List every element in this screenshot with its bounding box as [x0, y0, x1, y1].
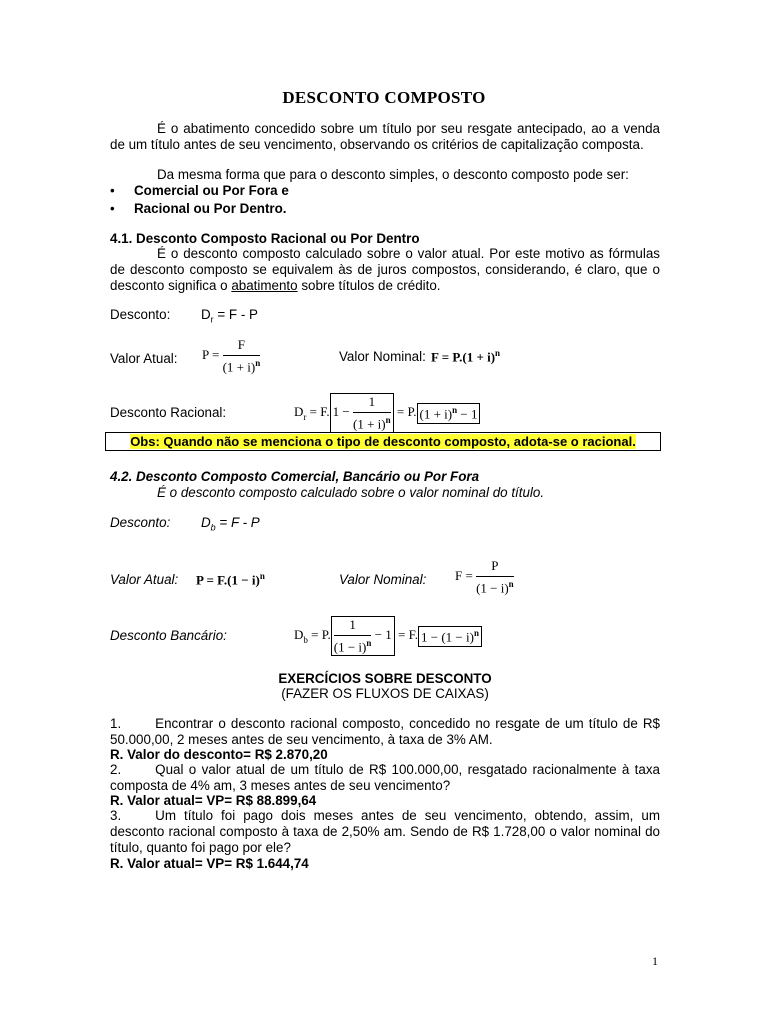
exercise-number: 3. [110, 808, 122, 823]
exercises-subheading: (FAZER OS FLUXOS DE CAIXAS) [281, 686, 489, 701]
desconto-bancario-label: Desconto Bancário: [110, 628, 227, 643]
valor-nominal-label-2: Valor Nominal: [339, 572, 427, 587]
list-item: • Comercial ou Por Fora e [110, 183, 660, 199]
list-item: • Racional ou Por Dentro. [110, 201, 660, 217]
exercise-answer: R. Valor do desconto= R$ 2.870,20 [110, 747, 328, 762]
exercises-heading: EXERCÍCIOS SOBRE DESCONTO [278, 671, 492, 686]
page-number: 1 [652, 954, 658, 968]
discount-types-list [110, 183, 660, 217]
valor-atual-formula-2: $P = F.(1 - i)^n$ [196, 571, 265, 588]
section-racional-paragraph [110, 246, 660, 294]
paragraph-text: É o desconto composto calculado sobre o valor atual. Por este motivo as fórmulas de desconto composto se equivalem às de juros compostos, considerando, é claro, que o desconto significa o [110, 246, 660, 293]
exercise-item [110, 808, 660, 856]
underlined-term: abatimento [231, 278, 298, 293]
exercise-answer: R. Valor atual= VP= R$ 1.644,74 [110, 856, 309, 871]
exercise-answer: R. Valor atual= VP= R$ 88.899,64 [110, 793, 317, 808]
formula-subscript: b [210, 522, 216, 533]
page-title: DESCONTO COMPOSTO [282, 88, 486, 107]
valor-atual-label: Valor Atual: [110, 351, 178, 366]
formula-rest: = F - P [213, 307, 258, 322]
desconto-bancario-formula: $D_b = P$. $\frac{1}{(1 - i)^n}$ − 1 = F. $1 - (1 - i)^n$ [294, 616, 482, 656]
section-heading-comercial: 4.2. Desconto Composto Comercial, Bancário ou Por Fora [110, 469, 480, 484]
desconto-label-2: Desconto: [110, 515, 171, 530]
paragraph-text-end: sobre títulos de crédito. [297, 278, 441, 293]
formula-symbol: D [201, 515, 211, 530]
section-heading-racional: 4.1. Desconto Composto Racional ou Por Dentro [110, 231, 420, 246]
section-comercial-paragraph: É o desconto composto calculado sobre o valor nominal do título. [157, 485, 545, 500]
formula-rest: = F - P [215, 515, 260, 530]
exercise-item [110, 762, 660, 794]
valor-nominal-formula-2: F = $\frac{P}{(1 - i)^n}$ [455, 558, 514, 596]
intro-paragraph-2: Da mesma forma que para o desconto simples, o desconto composto pode ser: [157, 167, 629, 182]
valor-nominal-label: Valor Nominal: [339, 349, 426, 364]
formula-symbol: D [201, 307, 211, 322]
exercise-number: 1. [110, 716, 122, 731]
exercise-item [110, 716, 660, 748]
desconto-formula-2 [201, 515, 260, 536]
valor-atual-formula: P = $\frac{F}{(1 + i)^n}$ [202, 337, 261, 375]
exercise-text: Encontrar o desconto racional composto, concedido no resgate de um título de R$ 50.000,00, 2 meses antes de seu vencimento, à taxa de 3% AM. [110, 716, 660, 747]
desconto-formula [201, 307, 258, 328]
formula-subscript: r [210, 314, 214, 325]
desconto-label: Desconto: [110, 307, 171, 322]
exercise-number: 2. [110, 762, 122, 777]
intro-paragraph: É o abatimento concedido sobre um título por seu resgate antecipado, ao a venda de um título antes de seu vencimento, observando os critérios de capitalização composta. [110, 121, 660, 152]
exercise-text: Qual o valor atual de um título de R$ 100.000,00, resgatado racionalmente à taxa composta de 4% am, 3 meses antes de seu vencimento? [110, 762, 660, 793]
exercise-text: Um título foi pago dois meses antes de seu vencimento, obtendo, assim, um desconto racional composto à taxa de 2,50% am. Sendo de R$ 1.728,00 o valor nominal do título, quanto foi pago por ele? [110, 808, 660, 855]
valor-atual-label-2: Valor Atual: [110, 572, 179, 587]
valor-nominal-formula: $F = P.(1 + i)^n$ [431, 348, 501, 365]
obs-note [105, 432, 661, 451]
desconto-racional-label: Desconto Racional: [110, 405, 227, 420]
obs-highlight: Obs: Quando não se menciona o tipo de desconto composto, adota-se o racional. [130, 434, 636, 449]
desconto-racional-formula: $D_r = F$. 1 − $\frac{1}{(1 + i)^n}$ = P. $(1 + i)^n - 1$ [294, 393, 480, 433]
